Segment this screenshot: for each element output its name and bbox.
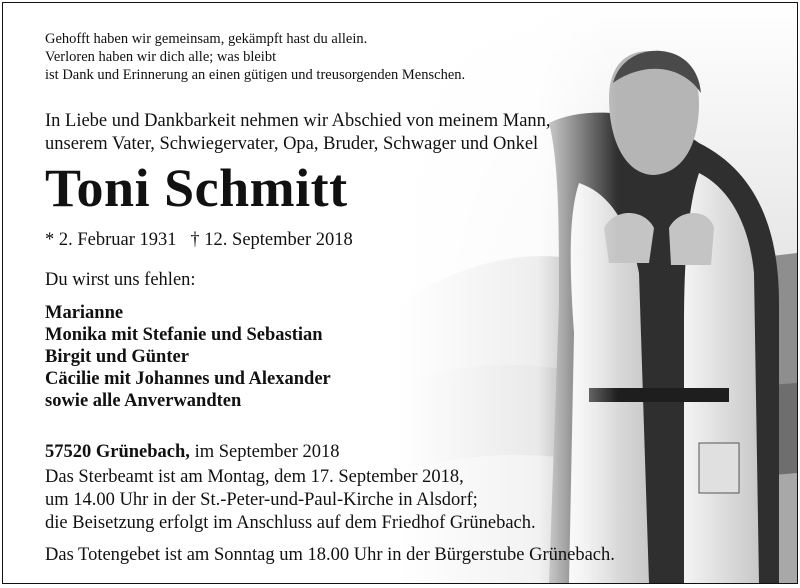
notice-date: im September 2018	[189, 442, 340, 462]
service-line-2: um 14.00 Uhr in der St.-Peter-und-Paul-Kirche in Alsdorf;	[45, 490, 478, 510]
mourner-4: Cäcilie mit Johannes und Alexander	[45, 369, 331, 389]
motto-line-2: Verloren haben wir dich alle; was bleibt	[45, 49, 277, 65]
mourner-1: Marianne	[45, 303, 124, 323]
service-line-1: Das Sterbeamt ist am Montag, dem 17. September 2018,	[45, 467, 464, 487]
text-layer	[3, 3, 797, 583]
intro-line-1: In Liebe und Dankbarkeit nehmen wir Abschied von meinem Mann,	[45, 111, 551, 131]
mourner-5: sowie alle Anverwandten	[45, 391, 242, 411]
prayer-line: Das Totengebet ist am Sonntag um 18.00 Uhr in der Bürgerstube Grünebach.	[45, 545, 615, 565]
motto-line-3: ist Dank und Erinnerung an einen gütigen und treusorgenden Menschen.	[45, 67, 466, 83]
motto-line-1: Gehofft haben wir gemeinsam, gekämpft hast du allein.	[45, 31, 368, 47]
missing-line: Du wirst uns fehlen:	[45, 270, 196, 290]
place-date-line	[45, 443, 339, 462]
intro-line-2: unserem Vater, Schwiegervater, Opa, Bruder, Schwager und Onkel	[45, 134, 539, 154]
life-dates: * 2. Februar 1931 † 12. September 2018	[45, 230, 353, 250]
obituary-notice	[2, 2, 798, 584]
mourner-3: Birgit und Günter	[45, 347, 189, 367]
mourner-2: Monika mit Stefanie und Sebastian	[45, 325, 323, 345]
deceased-name: Toni Schmitt	[45, 158, 348, 218]
place-name: 57520 Grünebach,	[45, 442, 190, 462]
service-line-3: die Beisetzung erfolgt im Anschluss auf dem Friedhof Grünebach.	[45, 513, 536, 533]
